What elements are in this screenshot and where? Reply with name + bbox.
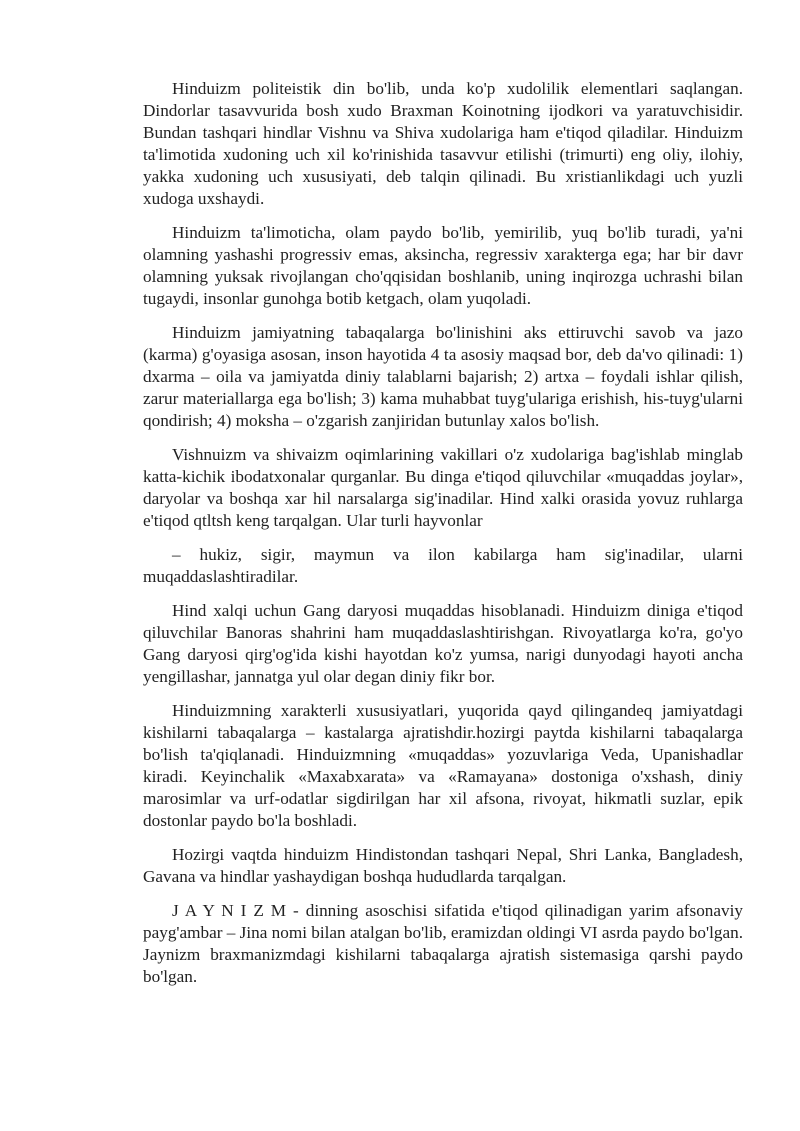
paragraph-jainism: J A Y N I Z M - dinning asoschisi sifatida e'tiqod qilinadigan yarim afsonaviy payg'ambar – Jina nomi bilan atalgan bo'lib, eramizdan oldingi VI asrda paydo bo'lgan. Jaynizm braxmanizmdagi kishilarni tabaqalarga ajratish sistemasiga qarshi paydo bo'lgan. — [143, 901, 743, 986]
paragraph-vishnuism-shivaism: Vishnuizm va shivaizm oqimlarining vakillari o'z xudolariga bag'ishlab minglab katta-kichik ibodatxonalar qurganlar. Bu dinga e'tiqod qiluvchilar «muqaddas joylar», daryolar va boshqa xar hil narsalarga sig'inadilar. Hind xalki orasida yovuz ruhlarga e'tiqod qtltsh keng tarqalgan. Ular turli hayvonlar — [143, 445, 743, 530]
paragraph-hinduism-polytheism: Hinduizm politeistik din bo'lib, unda ko'p xudolilik elementlari saqlangan. Dindorlar tasavvurida bosh xudo Braxman Koinotning ijodkori va yaratuvchisidir. Bundan tashqari hindlar Vishnu va Shiva xudolariga ham e'tiqod qiladilar. Hinduizm ta'limotida xudoning uch xil ko'rinishida tasavvur etilishi (trimurti) eng oliy, ilohiy, yakka xudoning uch xususiyati, deb talqin qilinadi. Bu xristianlikdagi uch yuzli xudoga uxshaydi. — [143, 79, 743, 208]
paragraph-sacred-animals: – hukiz, sigir, maymun va ilon kabilarga ham sig'inadilar, ularni muqaddaslashtiradilar. — [143, 545, 743, 586]
document-body — [143, 78, 743, 1000]
paragraph-four-goals: Hinduizm jamiyatning tabaqalarga bo'linishini aks ettiruvchi savob va jazo (karma) g'oyasiga asosan, inson hayotida 4 ta asosiy maqsad bor, deb da'vo qilinadi: 1) dxarma – oila va jamiyatda diniy talablarni bajarish; 2) artxa – foydali ishlar qilish, zarur materiallarga ega bo'lish; 3) kama muhabbat tuyg'ulariga erishish, his-tuyg'ularni qondirish; 4) moksha – o'zgarish zanjiridan butunlay xalos bo'lish. — [143, 323, 743, 430]
paragraph-castes-scriptures: Hinduizmning xarakterli xususiyatlari, yuqorida qayd qilingandeq jamiyatdagi kishilarni tabaqalarga – kastalarga ajratishdir.hozirgi paytda kishilarni tabaqalarga bo'lish ta'qiqlanadi. Hinduizmning «muqaddas» yozuvlariga Veda, Upanishadlar kiradi. Keyinchalik «Maxabxarata» va «Ramayana» dostoniga o'xshash, diniy marosimlar va urf-odatlar sigdirilgan har xil afsona, rivoyat, hikmatli suzlar, epik dostonlar paydo bo'la boshladi. — [143, 701, 743, 830]
paragraph-world-cycle: Hinduizm ta'limoticha, olam paydo bo'lib, yemirilib, yuq bo'lib turadi, ya'ni olamning yashashi progressiv emas, aksincha, regressiv xarakterga ega; har bir davr olamning yuksak rivojlangan cho'qqisidan boshlanib, uning inqirozga uchrashi bilan tugaydi, insonlar gunohga botib ketgach, olam yuqoladi. — [143, 223, 743, 308]
paragraph-ganges-river: Hind xalqi uchun Gang daryosi muqaddas hisoblanadi. Hinduizm diniga e'tiqod qiluvchilar Banoras shahrini ham muqaddaslashtirishgan. Rivoyatlarga ko'ra, go'yo Gang daryosi qirg'og'ida kishi hayotdan ko'z yumsa, narigi dunyodagi hayoti ancha yengillashar, jannatga yul olar degan diniy fikr bor. — [143, 601, 743, 686]
paragraph-spread: Hozirgi vaqtda hinduizm Hindistondan tashqari Nepal, Shri Lanka, Bangladesh, Gavana va hindlar yashaydigan boshqa hududlarda tarqalgan. — [143, 845, 743, 886]
